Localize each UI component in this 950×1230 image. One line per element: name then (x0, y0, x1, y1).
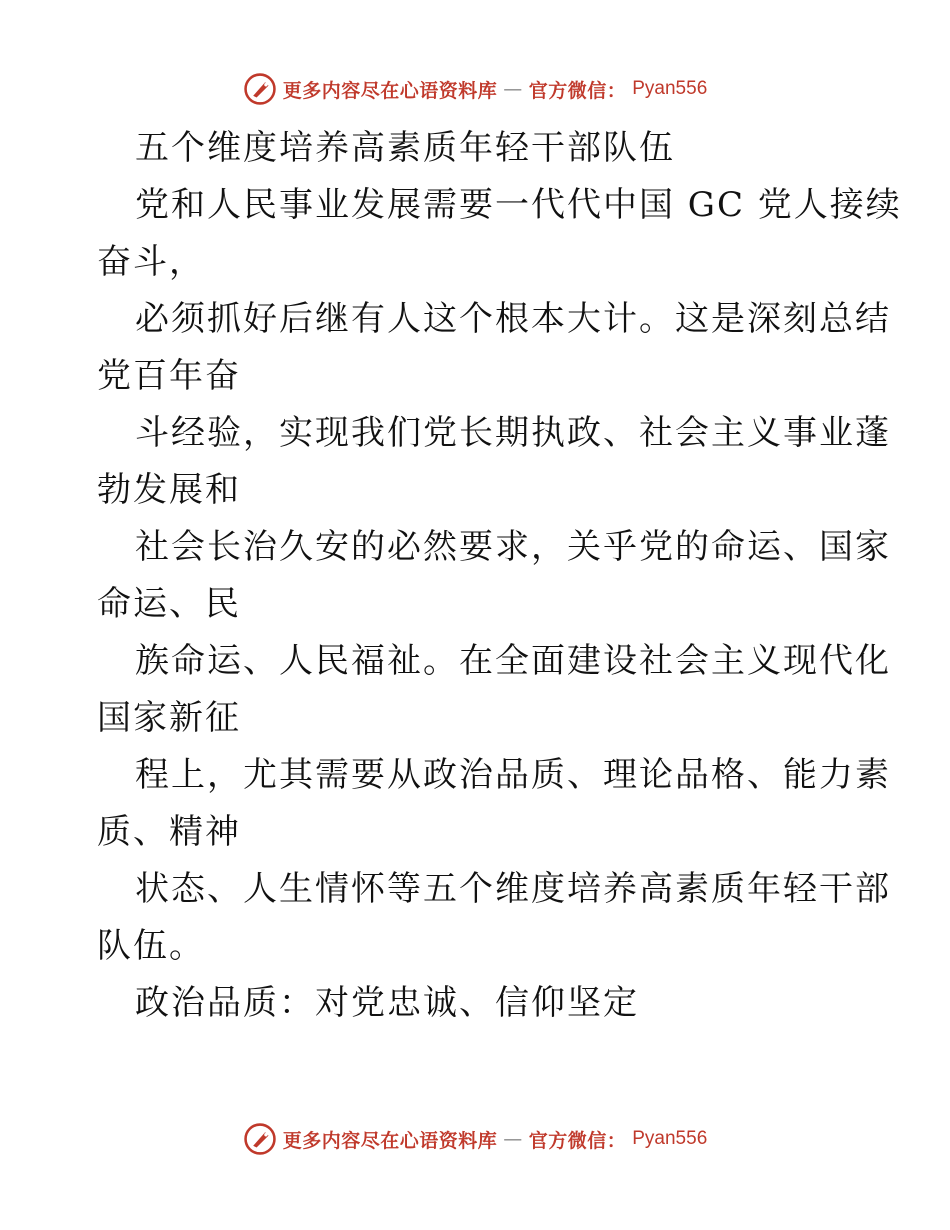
document-body (97, 120, 902, 1032)
paragraph-line: 国家新征 (97, 698, 241, 738)
pen-nib-logo-icon (243, 72, 277, 106)
paragraph-line: 程上，尤其需要从政治品质、理论品格、能力素 (135, 755, 891, 795)
watermark-handle: Pyan556 (632, 78, 708, 99)
pen-nib-logo-icon (243, 1122, 277, 1156)
document-title: 五个维度培养高素质年轻干部队伍 (135, 128, 675, 168)
paragraph-line: 奋斗， (97, 242, 205, 282)
header-watermark (0, 72, 950, 106)
watermark-separator: — (503, 1128, 523, 1150)
paragraph-line: 必须抓好后继有人这个根本大计。这是深刻总结 (135, 299, 891, 339)
paragraph-line: 勃发展和 (97, 470, 241, 510)
section-heading: 政治品质：对党忠诚、信仰坚定 (135, 983, 639, 1023)
watermark-official-label: 官方微信： (528, 79, 627, 102)
paragraph-line: 党和人民事业发展需要一代代中国 GC 党人接续 (135, 185, 902, 225)
watermark-official-label: 官方微信： (528, 1129, 627, 1152)
paragraph-line: 质、精神 (97, 812, 241, 852)
paragraph-line: 命运、民 (97, 584, 241, 624)
watermark-separator: — (503, 78, 523, 100)
paragraph-line: 队伍。 (97, 926, 205, 966)
paragraph-line: 斗经验，实现我们党长期执政、社会主义事业蓬 (135, 413, 891, 453)
footer-watermark (0, 1122, 950, 1156)
paragraph-line: 族命运、人民福祉。在全面建设社会主义现代化 (135, 641, 891, 681)
watermark-brand-text: 更多内容尽在心语资料库 (282, 1129, 498, 1152)
paragraph-line: 党百年奋 (97, 356, 241, 396)
watermark-handle: Pyan556 (632, 1128, 708, 1149)
paragraph-line: 社会长治久安的必然要求，关乎党的命运、国家 (135, 527, 891, 567)
paragraph-line: 状态、人生情怀等五个维度培养高素质年轻干部 (135, 869, 891, 909)
watermark-brand-text: 更多内容尽在心语资料库 (282, 79, 498, 102)
